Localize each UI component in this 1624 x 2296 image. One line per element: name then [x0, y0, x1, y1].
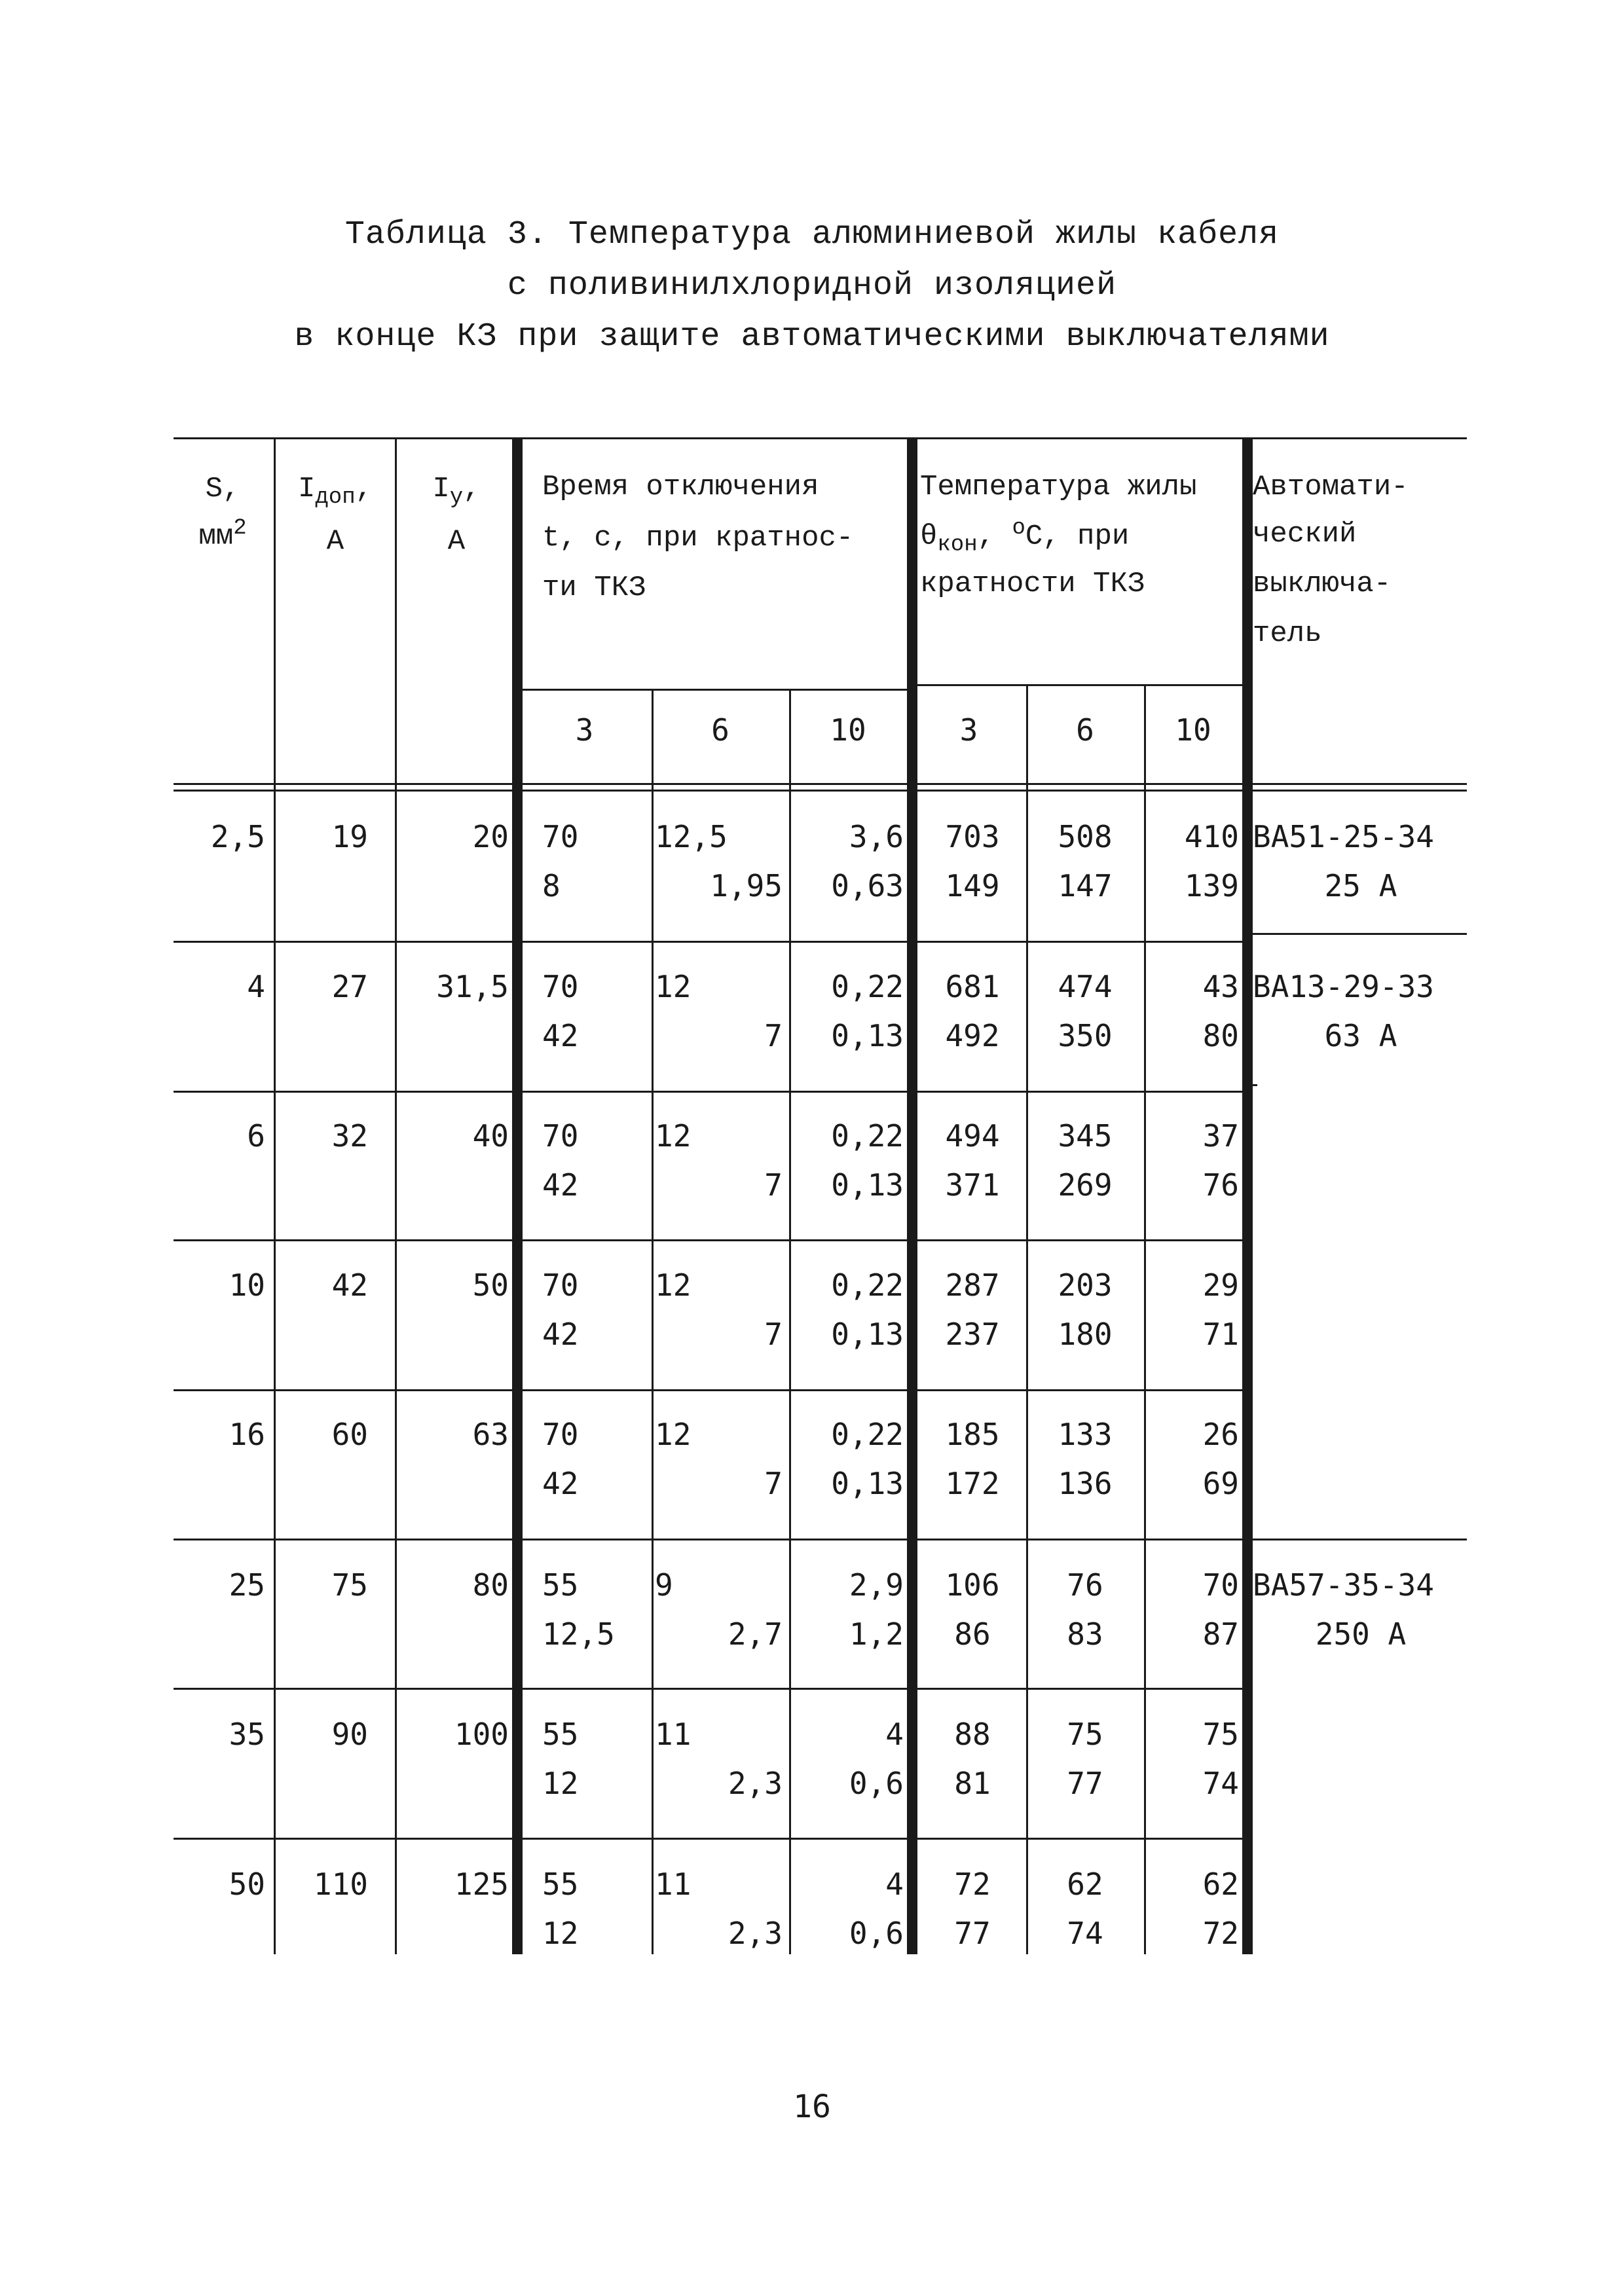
cell-idop: 42: [331, 1267, 368, 1303]
cell-s: 2,5: [210, 819, 265, 854]
cell-temp-6: 474: [1058, 969, 1113, 1004]
cell-temp-10: 43: [1202, 969, 1239, 1004]
cell-temp-6: 147: [1058, 868, 1113, 903]
cell-idop: 27: [331, 969, 368, 1004]
cell-s: 25: [229, 1567, 265, 1603]
header-time-mult-3: 3: [575, 712, 594, 748]
cell-s: 4: [247, 969, 265, 1004]
cell-time-3: 55: [542, 1867, 579, 1902]
row-separator-2: [174, 1091, 1242, 1093]
cell-time-6: 12,5: [655, 819, 728, 854]
row-separator-6: [174, 1688, 1242, 1690]
cell-time-10: 0,6: [849, 1916, 904, 1951]
row-separator-4: [174, 1389, 1242, 1391]
header-breaker-line-3: выключа-: [1253, 568, 1392, 600]
cell-temp-6: 133: [1058, 1417, 1113, 1452]
cell-time-3: 70: [542, 1417, 579, 1452]
header-temp-line-2: $\theta_{кон}$, $^о$С, при: [920, 516, 1130, 558]
header-time-line-3: ти ТКЗ: [542, 572, 646, 604]
col-rule-t10: [907, 437, 917, 1954]
cell-breaker-rating: 250 А: [1315, 1616, 1407, 1652]
cell-time-6: 2,3: [728, 1766, 783, 1801]
cell-iy: 100: [454, 1717, 509, 1752]
cell-time-6: 7: [764, 1018, 783, 1053]
cell-time-10: 0,22: [831, 1417, 904, 1452]
cell-temp-10: 70: [1202, 1567, 1239, 1603]
header-bottom-rule-2: [174, 790, 1467, 792]
cell-temp-3: 81: [954, 1766, 991, 1801]
cell-temp-6: 136: [1058, 1466, 1113, 1501]
cell-time-6: 1,95: [710, 868, 783, 903]
cell-s: 10: [229, 1267, 265, 1303]
cell-temp-6: 345: [1058, 1118, 1113, 1154]
cell-temp-6: 76: [1067, 1567, 1103, 1603]
cell-temp-3: 237: [945, 1317, 1000, 1352]
cell-breaker-rating: 25 А: [1324, 868, 1397, 903]
header-time-line-2: t, с, при кратнос-: [542, 522, 854, 555]
col-rule-iy: [512, 437, 523, 1954]
cell-iy: 40: [472, 1118, 509, 1154]
header-time-mult-6: 6: [711, 712, 729, 748]
cell-temp-10: 80: [1202, 1018, 1239, 1053]
cell-time-3: 70: [542, 969, 579, 1004]
temp-subheader-rule: [915, 684, 1243, 686]
cell-time-6: 12: [655, 969, 692, 1004]
cell-time-6: 11: [655, 1717, 692, 1752]
cell-temp-3: 494: [945, 1118, 1000, 1154]
cell-temp-3: 149: [945, 868, 1000, 903]
cell-time-3: 55: [542, 1567, 579, 1603]
cell-time-3: 42: [542, 1317, 579, 1352]
header-idop-unit: А: [326, 525, 344, 558]
cell-iy: 31,5: [436, 969, 509, 1004]
cell-iy: 80: [472, 1567, 509, 1603]
col-rule-th6: [1144, 684, 1146, 1954]
table-title-line-3: в конце КЗ при защите автоматическими выключателями: [294, 318, 1330, 355]
col-rule-th10: [1242, 437, 1253, 1954]
cell-idop: 75: [331, 1567, 368, 1603]
cell-temp-3: 77: [954, 1916, 991, 1951]
header-temp-line-1: Температура жилы: [920, 471, 1197, 503]
cell-s: 6: [247, 1118, 265, 1154]
cell-time-6: 11: [655, 1867, 692, 1902]
cell-temp-10: 74: [1202, 1766, 1239, 1801]
cell-idop: 32: [331, 1118, 368, 1154]
cell-time-10: 0,13: [831, 1317, 904, 1352]
cell-temp-10: 37: [1202, 1118, 1239, 1154]
cell-temp-6: 74: [1067, 1916, 1103, 1951]
cell-temp-3: 86: [954, 1616, 991, 1652]
cell-temp-3: 371: [945, 1167, 1000, 1203]
cell-time-10: 0,22: [831, 969, 904, 1004]
header-s-unit: $мм^2$: [198, 516, 247, 553]
cell-iy: 50: [472, 1267, 509, 1303]
breaker-separator-1: [1251, 933, 1467, 935]
cell-time-10: 3,6: [849, 819, 904, 854]
cell-idop: 110: [313, 1867, 368, 1902]
col-rule-idop: [395, 437, 397, 1954]
cell-temp-10: 75: [1202, 1717, 1239, 1752]
row-separator-7: [174, 1838, 1242, 1840]
cell-temp-3: 492: [945, 1018, 1000, 1053]
header-breaker-line-4: тель: [1253, 617, 1322, 650]
cell-temp-10: 410: [1184, 819, 1239, 854]
cell-temp-6: 83: [1067, 1616, 1103, 1652]
cell-breaker-type: ВА57-35-34: [1253, 1567, 1434, 1603]
cell-time-3: 42: [542, 1466, 579, 1501]
cell-idop: 90: [331, 1717, 368, 1752]
cell-temp-10: 26: [1202, 1417, 1239, 1452]
cell-temp-6: 62: [1067, 1867, 1103, 1902]
cell-temp-10: 71: [1202, 1317, 1239, 1352]
cell-temp-3: 287: [945, 1267, 1000, 1303]
header-time-line-1: Время отключения: [542, 471, 819, 503]
header-iy-unit: А: [447, 525, 466, 558]
table-title-line-2: с поливинилхлоридной изоляцией: [507, 267, 1117, 304]
cell-temp-3: 681: [945, 969, 1000, 1004]
cell-time-10: 0,13: [831, 1167, 904, 1203]
cell-time-3: 12: [542, 1916, 579, 1951]
cell-time-3: 42: [542, 1167, 579, 1203]
cell-time-10: 0,6: [849, 1766, 904, 1801]
cell-time-3: 70: [542, 819, 579, 854]
cell-temp-3: 106: [945, 1567, 1000, 1603]
header-time-mult-10: 10: [830, 712, 866, 748]
table-title-line-1: Таблица 3. Температура алюминиевой жилы кабеля: [344, 216, 1280, 253]
cell-s: 16: [229, 1417, 265, 1452]
cell-breaker-type: ВА51-25-34: [1253, 819, 1434, 854]
header-temp-mult-3: 3: [959, 712, 978, 748]
cell-time-10: 4: [885, 1717, 904, 1752]
page-number: 16: [793, 2088, 831, 2125]
cell-iy: 63: [472, 1417, 509, 1452]
cell-time-10: 2,9: [849, 1567, 904, 1603]
col-rule-t6: [789, 689, 791, 1954]
cell-time-3: 12,5: [542, 1616, 615, 1652]
cell-temp-6: 350: [1058, 1018, 1113, 1053]
header-bottom-rule: [174, 783, 1467, 785]
cell-temp-6: 77: [1067, 1766, 1103, 1801]
header-idop: $I_{доп}$,: [297, 473, 373, 510]
cell-s: 35: [229, 1717, 265, 1752]
cell-temp-3: 88: [954, 1717, 991, 1752]
cell-breaker-type: ВА13-29-33: [1253, 969, 1434, 1004]
cell-time-6: 2,3: [728, 1916, 783, 1951]
cell-time-6: 12: [655, 1267, 692, 1303]
cell-temp-10: 139: [1184, 868, 1239, 903]
header-temp-mult-10: 10: [1175, 712, 1211, 748]
row-separator-3: [174, 1239, 1242, 1241]
cell-time-6: 7: [764, 1466, 783, 1501]
cell-time-10: 1,2: [849, 1616, 904, 1652]
cell-time-10: 0,22: [831, 1118, 904, 1154]
cell-time-3: 12: [542, 1766, 579, 1801]
cell-breaker-rating: 63 А: [1324, 1018, 1397, 1053]
cell-temp-6: 508: [1058, 819, 1113, 854]
cell-idop: 19: [331, 819, 368, 854]
header-s-label: S,: [205, 473, 240, 505]
cell-time-10: 0,63: [831, 868, 904, 903]
breaker-separator-2: [1251, 1084, 1257, 1086]
header-temp-mult-6: 6: [1076, 712, 1094, 748]
cell-time-3: 55: [542, 1717, 579, 1752]
header-breaker-line-1: Автомати-: [1253, 471, 1409, 503]
cell-iy: 125: [454, 1867, 509, 1902]
cell-time-6: 12: [655, 1118, 692, 1154]
row-separator-1: [174, 941, 1242, 943]
cell-temp-6: 203: [1058, 1267, 1113, 1303]
breaker-separator-3: [1251, 1539, 1467, 1540]
cell-time-3: 42: [542, 1018, 579, 1053]
cell-time-6: 7: [764, 1317, 783, 1352]
cell-time-10: 0,13: [831, 1466, 904, 1501]
cell-temp-10: 87: [1202, 1616, 1239, 1652]
cell-temp-10: 29: [1202, 1267, 1239, 1303]
cell-temp-3: 703: [945, 819, 1000, 854]
table-top-rule: [174, 437, 1467, 439]
cell-time-10: 0,13: [831, 1018, 904, 1053]
cell-temp-6: 180: [1058, 1317, 1113, 1352]
cell-temp-10: 62: [1202, 1867, 1239, 1902]
header-s: [174, 475, 272, 503]
row-separator-5: [174, 1539, 1242, 1540]
cell-time-6: 7: [764, 1167, 783, 1203]
cell-idop: 60: [331, 1417, 368, 1452]
cell-s: 50: [229, 1867, 265, 1902]
cell-time-10: 4: [885, 1867, 904, 1902]
header-temp-line-3: кратности ТКЗ: [920, 568, 1145, 600]
header-breaker-line-2: ческий: [1253, 518, 1357, 551]
header-iy: $I_у$,: [432, 473, 481, 510]
cell-time-3: 70: [542, 1118, 579, 1154]
cell-time-3: 8: [542, 868, 561, 903]
cell-temp-6: 269: [1058, 1167, 1113, 1203]
cell-time-10: 0,22: [831, 1267, 904, 1303]
cell-temp-3: 185: [945, 1417, 1000, 1452]
cell-iy: 20: [472, 819, 509, 854]
cell-temp-10: 72: [1202, 1916, 1239, 1951]
cell-temp-10: 69: [1202, 1466, 1239, 1501]
cell-temp-3: 72: [954, 1867, 991, 1902]
col-rule-s: [274, 437, 276, 1954]
cell-temp-10: 76: [1202, 1167, 1239, 1203]
cell-temp-3: 172: [945, 1466, 1000, 1501]
cell-time-6: 12: [655, 1417, 692, 1452]
cell-time-3: 70: [542, 1267, 579, 1303]
cell-time-6: 9: [655, 1567, 673, 1603]
cell-time-6: 2,7: [728, 1616, 783, 1652]
time-subheader-rule: [517, 689, 910, 691]
cell-temp-6: 75: [1067, 1717, 1103, 1752]
